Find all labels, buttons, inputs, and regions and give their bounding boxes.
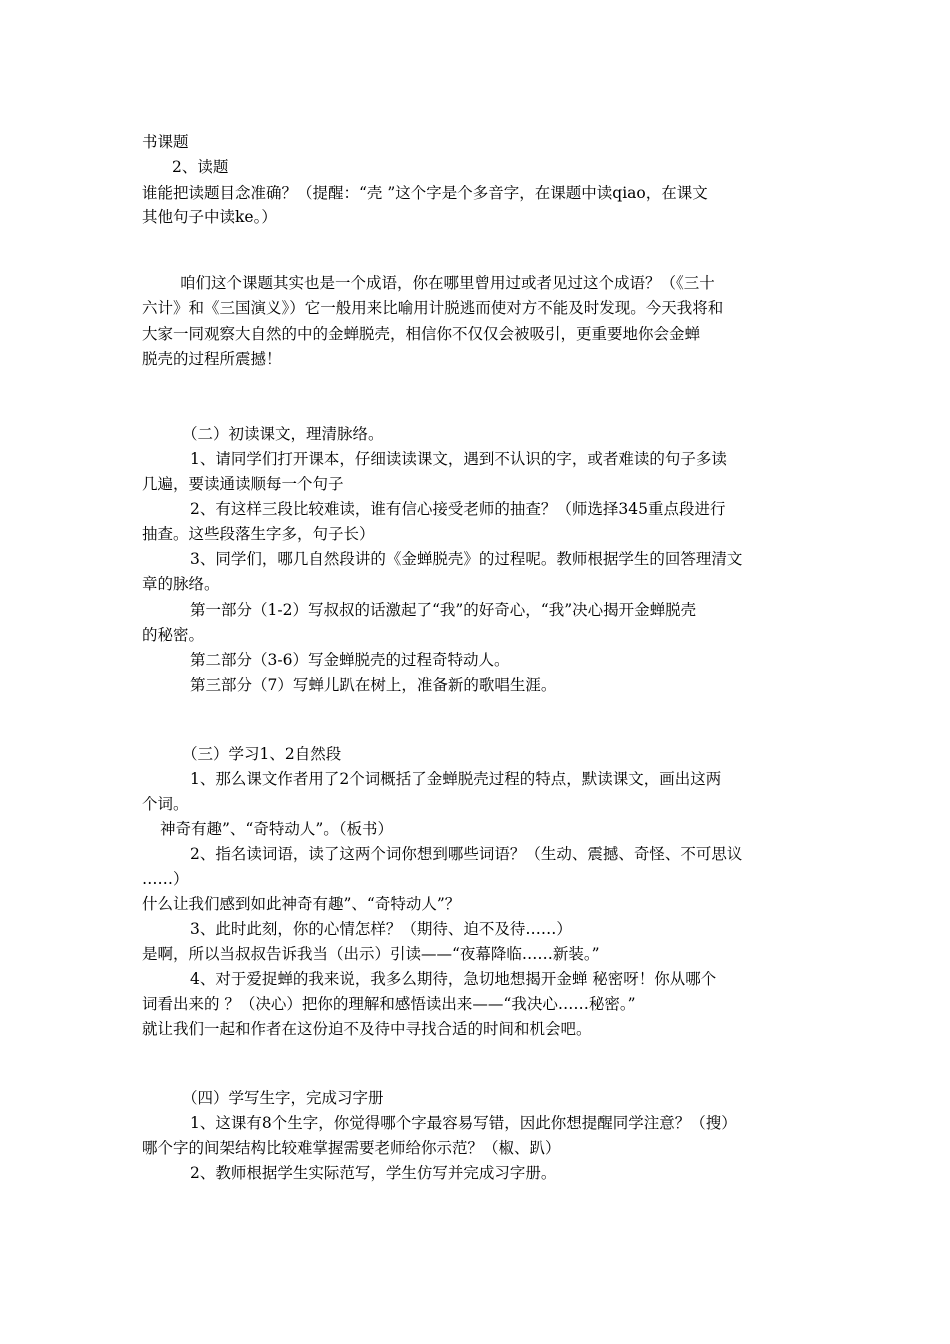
text-line: 个词。 — [142, 795, 189, 813]
text-line: 谁能把读题目念准确？（提醒：“壳 ”这个字是个多音字，在课题中读qiao，在课文 — [142, 184, 708, 202]
text-line: 脱壳的过程所震撼！ — [142, 350, 282, 368]
text-line: 章的脉络。 — [142, 575, 220, 593]
text-line: 哪个字的间架结构比较难掌握需要老师给你示范？（椒、趴） — [142, 1139, 561, 1157]
text-line: 2、读题 — [172, 158, 229, 176]
text-line: 第一部分（1-2）写叔叔的话激起了“我”的好奇心，“我”决心揭开金蝉脱壳 — [190, 601, 697, 619]
text-line: 2、指名读词语，读了这两个词你想到哪些词语？（生动、震撼、奇怪、不可思议 — [190, 845, 743, 863]
text-line: 其他句子中读ke。） — [142, 208, 277, 226]
text-line: 咱们这个课题其实也是一个成语，你在哪里曾用过或者见过这个成语？（《三十 — [180, 274, 715, 292]
text-line: 六计》和《三国演义》）它一般用来比喻用计脱逃而使对方不能及时发现。今天我将和 — [142, 299, 724, 317]
text-line: 第三部分（7）写蝉儿趴在树上，准备新的歌唱生涯。 — [190, 676, 557, 694]
text-line: 书课题 — [142, 133, 189, 151]
text-line: ……） — [142, 870, 189, 888]
text-line: 什么让我们感到如此神奇有趣”、“奇特动人”？ — [142, 895, 461, 913]
section-heading: （三）学习1、2自然段 — [182, 745, 342, 763]
text-line: 抽查。这些段落生字多，句子长） — [142, 525, 375, 543]
section-heading: （二）初读课文，理清脉络。 — [182, 425, 384, 443]
text-line: 2、有这样三段比较难读，谁有信心接受老师的抽查？（师选择345重点段进行 — [190, 500, 726, 518]
text-line: 就让我们一起和作者在这份迫不及待中寻找合适的时间和机会吧。 — [142, 1020, 592, 1038]
section-heading: （四）学写生字，完成习字册 — [182, 1089, 384, 1107]
text-line: 是啊，所以当叔叔告诉我当（出示）引读——“夜幕降临……新装。” — [142, 945, 600, 963]
text-line: 第二部分（3-6）写金蝉脱壳的过程奇特动人。 — [190, 651, 510, 669]
text-line: 神奇有趣”、“奇特动人”。（板书） — [160, 820, 394, 838]
text-line: 1、请同学们打开课本，仔细读读课文，遇到不认识的字，或者难读的句子多读 — [190, 450, 727, 468]
text-line: 3、同学们，哪几自然段讲的《金蝉脱壳》的过程呢。教师根据学生的回答理清文 — [190, 550, 743, 568]
text-line: 1、这课有8个生字，你觉得哪个字最容易写错，因此你想提醒同学注意？（搜） — [190, 1114, 737, 1132]
text-line: 1、那么课文作者用了2个词概括了金蝉脱壳过程的特点，默读课文，画出这两 — [190, 770, 722, 788]
text-line: 的秘密。 — [142, 626, 205, 644]
text-line: 大家一同观察大自然的中的金蝉脱壳，相信你不仅仅会被吸引，更重要地你会金蝉 — [142, 325, 701, 343]
text-line: 2、教师根据学生实际范写，学生仿写并完成习字册。 — [190, 1164, 557, 1182]
text-line: 3、此时此刻，你的心情怎样？（期待、迫不及待……） — [190, 920, 572, 938]
text-line: 几遍，要读通读顺每一个句子 — [142, 475, 344, 493]
text-line: 词看出来的 ？（决心）把你的理解和感悟读出来——“我决心……秘密。” — [142, 995, 636, 1013]
text-line: 4、对于爱捉蝉的我来说，我多么期待，急切地想揭开金蝉 秘密呀！你从哪个 — [190, 970, 717, 988]
